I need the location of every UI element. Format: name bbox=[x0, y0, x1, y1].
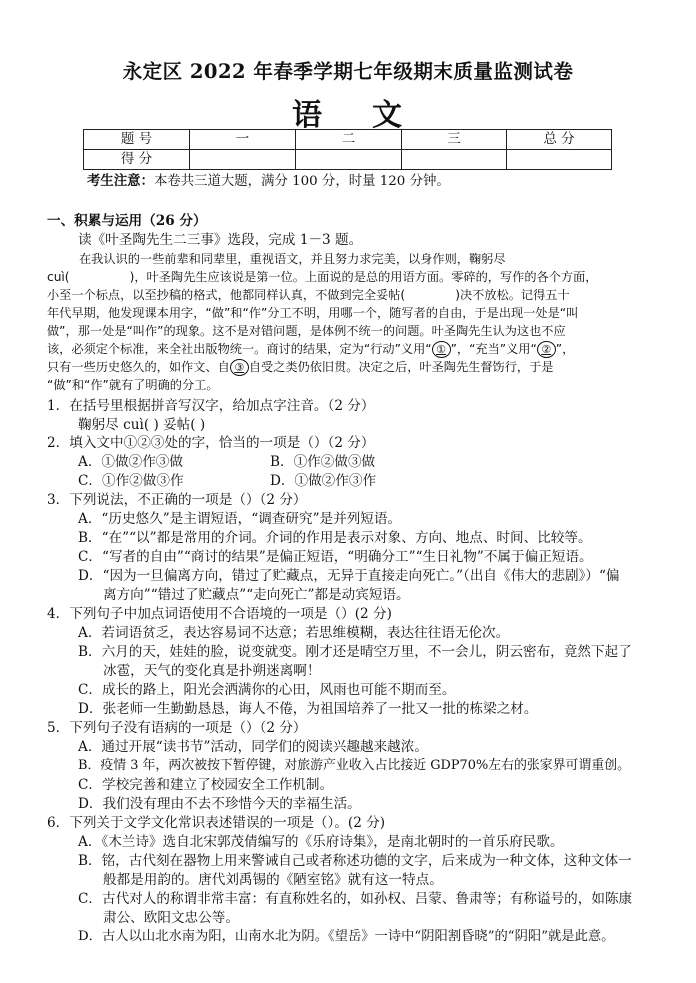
passage-line: 年代早期，他发现课本用字，“做”和“作”分工不明，用哪一个，随写者的自由，于是出现一处是“叫 bbox=[47, 306, 579, 320]
subject-char-2: 文 bbox=[372, 98, 404, 133]
score-cell[interactable] bbox=[402, 150, 507, 170]
score-header-cell: 三 bbox=[402, 130, 507, 150]
passage-line bbox=[47, 268, 597, 286]
score-header-cell: 一 bbox=[190, 130, 296, 150]
subject-char-1: 语 bbox=[292, 98, 324, 133]
option-line-continued: 冰雹，天气的变化真是扑朔迷离啊！ bbox=[103, 663, 321, 679]
section-heading: 一、积累与运用（26 分） bbox=[47, 213, 207, 229]
passage-line bbox=[47, 358, 554, 376]
exam-title: 永定区 2022 年春季学期七年级期末质量监测试卷 bbox=[122, 60, 574, 83]
exam-notice bbox=[87, 172, 450, 191]
option-line: A．若词语贫乏，表达容易词不达意；若思维模糊，表达往往语无伦次。 bbox=[78, 625, 510, 641]
option-line: A．《木兰诗》选自北宋郭茂倩编写的《乐府诗集》，是南北朝时的一首乐府民歌。 bbox=[78, 834, 564, 850]
passage-line: “做”和“作”就有了明确的分工。 bbox=[47, 378, 219, 392]
option-line: B．“在”“以”都是常用的介词。介词的作用是表示对象、方向、地点、时间、比较等。 bbox=[78, 530, 592, 546]
notice-label: 考生注意： bbox=[87, 173, 154, 189]
option-line: C．“写者的自由”“商讨的结果”是偏正短语，“明确分工”“生日礼物”不属于偏正短语。 bbox=[78, 549, 593, 565]
question-stem: 5．下列句子没有语病的一项是（）（2 分） bbox=[47, 720, 307, 736]
subject-title bbox=[0, 90, 696, 134]
score-cell[interactable] bbox=[190, 150, 296, 170]
question-stem: 1．在括号里根据拼音写汉字，给加点字注音。（2 分） bbox=[47, 398, 375, 414]
option-line: D．张老师一生勤勤恳恳，诲人不倦，为祖国培养了一批又一批的栋梁之材。 bbox=[78, 701, 538, 717]
option-line: C．成长的路上，阳光会洒满你的心田，风雨也可能不期而至。 bbox=[78, 682, 456, 698]
question-stem: 2．填入文中①②③处的字，恰当的一项是（）（2 分） bbox=[47, 435, 375, 451]
score-header-cell: 二 bbox=[296, 130, 402, 150]
option-line: C．学校完善和建立了校园安全工作机制。 bbox=[78, 777, 334, 793]
option-line-continued: 肃公、欧阳文忠公等。 bbox=[103, 910, 239, 926]
notice-text: 本卷共三道大题，满分 100 分，时量 120 分钟。 bbox=[153, 174, 450, 189]
option-line-continued: 般都是用韵的。唐代刘禹锡的《陋室铭》就有这一特点。 bbox=[103, 872, 443, 888]
blank-marker-2: ② bbox=[537, 341, 556, 358]
question-stem: 6．下列关于文学文化常识表述错误的一项是（）。(2 分) bbox=[47, 815, 386, 831]
passage-text: cuì( bbox=[47, 270, 70, 284]
score-header-cell: 题 号 bbox=[84, 130, 190, 150]
score-cell[interactable] bbox=[296, 150, 402, 170]
option-line: D．我们没有理由不去不珍惜今天的幸福生活。 bbox=[78, 796, 361, 812]
passage-text: 自受之类仍依旧贯。决定之后，叶圣陶先生督饬行，于是 bbox=[248, 360, 554, 374]
passage-text: 该，必须定个标准，来全社出版物统一。商讨的结果，定为“行动”义用“ bbox=[47, 342, 432, 356]
passage-text: ”， bbox=[555, 342, 575, 356]
passage-line bbox=[47, 340, 574, 358]
passage-text: 只有一些历史悠久的，如作文、自 bbox=[47, 360, 230, 374]
score-row-label: 得 分 bbox=[84, 150, 190, 170]
passage-text: )，叶圣陶先生应该说是第一位。上面说的是总的用语方面。零碎的，写作的各个方面， bbox=[129, 270, 598, 284]
passage-text: ”，“充当”义用“ bbox=[450, 342, 537, 356]
passage-text: 小至一个标点，以至抄稿的格式，他都同样认真，不做到完全妥帖( bbox=[47, 288, 406, 302]
passage-line: 在我认识的一些前辈和同辈里，重视语文，并且努力求完美，以身作则，鞠躬尽 bbox=[79, 252, 506, 266]
score-table-score-row bbox=[84, 150, 612, 170]
blank-marker-3: ③ bbox=[230, 359, 249, 376]
passage-line bbox=[47, 286, 570, 304]
score-header-cell: 总 分 bbox=[507, 130, 612, 150]
question-stem: 4．下列句子中加点词语使用不合语境的一项是（）(2 分) bbox=[47, 606, 392, 622]
option-a: A．①做②作③做 bbox=[78, 454, 183, 470]
option-line: D．“因为一旦偏离方向，错过了贮藏点，无异于直接走向死亡。”（出自《伟大的悲剧》）“偏 bbox=[78, 568, 620, 584]
passage-line: 做”，那一处是“叫作”的现象。这不是对错问题，是体例不统一的问题。叶圣陶先生认为这也不应 bbox=[47, 324, 566, 338]
option-line: A．通过开展“读书节”活动，同学们的阅读兴趣越来越浓。 bbox=[78, 739, 428, 755]
option-line: B．六月的天，娃娃的脸，说变就变。刚才还是晴空万里，不一会儿，阴云密布，竟然下起了 bbox=[78, 644, 632, 660]
question-answer-line: 鞠躬尽 cuì( ) 妥帖( ) bbox=[78, 417, 206, 433]
score-table bbox=[83, 129, 612, 170]
blank-marker-1: ① bbox=[432, 341, 451, 358]
option-line: B．疫情 3 年，两次被按下暂停键，对旅游产业收入占比接近 GDP70%左右的张家界可谓重创。 bbox=[78, 758, 630, 773]
option-c: C．①作②做③作 bbox=[78, 473, 184, 489]
question-stem: 3．下列说法，不正确的一项是（）（2 分） bbox=[47, 492, 307, 508]
section-intro: 读《叶圣陶先生二三事》选段，完成 1－3 题。 bbox=[78, 232, 363, 248]
score-cell[interactable] bbox=[507, 150, 612, 170]
option-line: D．古人以山北水南为阳，山南水北为阴。《望岳》一诗中“阴阳割昏晓”的“阴阳”就是此意。 bbox=[78, 929, 615, 944]
option-line: B．铭，古代刻在器物上用来警诫自己或者称述功德的文字，后来成为一种文体，这种文体一 bbox=[78, 853, 632, 869]
option-d: D．①做②作③作 bbox=[270, 473, 377, 489]
option-b: B．①作②做③做 bbox=[270, 454, 376, 470]
option-line-continued: 离方向”“错过了贮藏点”“走向死亡”都是动宾短语。 bbox=[103, 587, 410, 603]
passage-text: )决不放松。记得五十 bbox=[455, 288, 570, 302]
score-table-header-row bbox=[84, 130, 612, 150]
option-line: C．古代对人的称谓非常丰富：有直称姓名的，如孙权、吕蒙、鲁肃等；有称谥号的，如陈康 bbox=[78, 891, 633, 907]
option-line: A．“历史悠久”是主谓短语，“调查研究”是并列短语。 bbox=[78, 511, 402, 527]
